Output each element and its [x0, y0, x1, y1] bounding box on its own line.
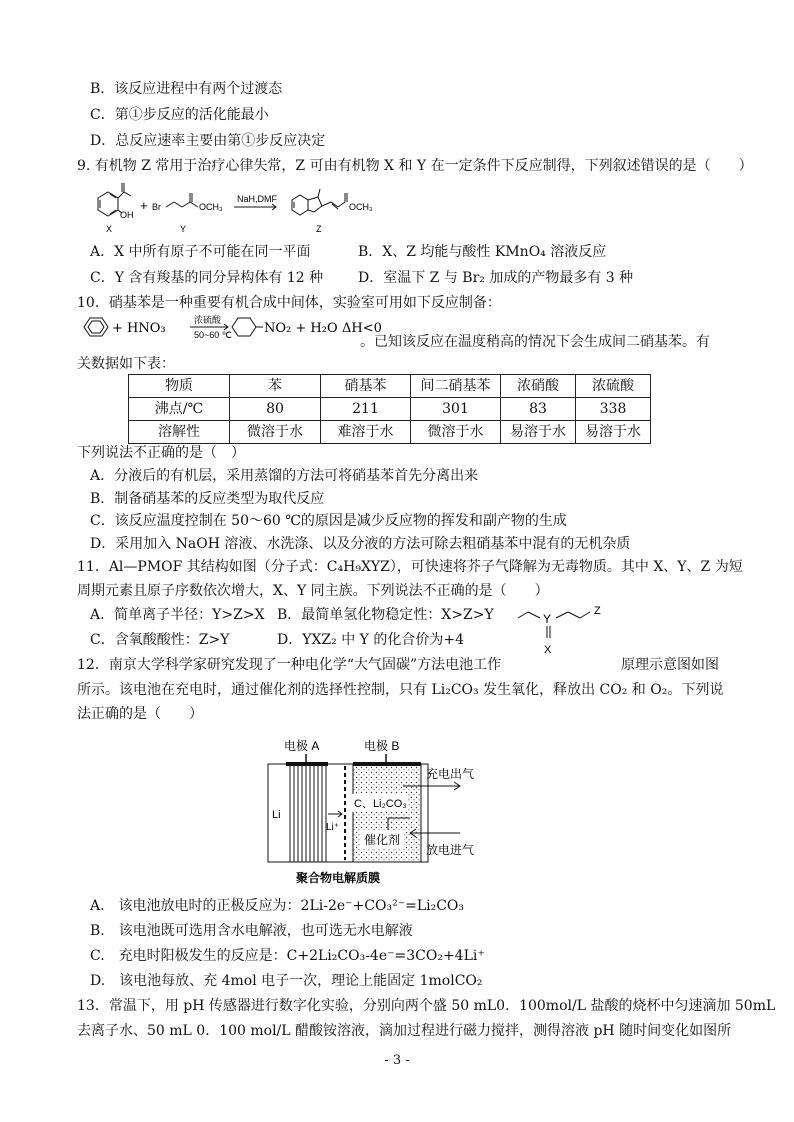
q12-stem-line1b: 原理示意图如图 — [621, 657, 719, 673]
table-cell: 沸点/℃ — [129, 398, 230, 421]
table-cell: 微溶于水 — [411, 421, 501, 444]
label-y: Y — [180, 224, 187, 234]
table-header: 苯 — [230, 375, 321, 398]
charge-out-label: 充电出气 — [426, 767, 475, 781]
table-cell: 易溶于水 — [501, 421, 576, 444]
q12-stem-line3: 法正确的是（ ） — [77, 706, 203, 722]
q9-option-c: C．Y 含有羧基的同分异构体有 12 种 — [90, 270, 324, 286]
q10-option-c: C．该反应温度控制在 50～60 ℃的原因是减少反应物的挥发和副产物的生成 — [90, 513, 567, 529]
q13-line1: 13．常温下，用 pH 传感器进行数字化实验，分别向两个盛 50 mL0．100mol/L 盐酸的烧杯中匀速滴加 50mL — [77, 998, 776, 1014]
table-cell: 易溶于水 — [576, 421, 651, 444]
z-och3: OCH₃ — [349, 202, 373, 212]
q11-option-c: C．含氧酸酸性：Z>Y — [90, 632, 230, 648]
q8-option-c: C．第①步反应的活化能最小 — [90, 107, 269, 123]
q9-option-b: B．X、Z 均能与酸性 KMnO₄ 溶液反应 — [358, 244, 607, 260]
q12-stem-line1: 12．南京大学科学家研究发现了一种电化学“大气固碳”方法电池工作 — [77, 657, 502, 673]
table-header: 浓硝酸 — [501, 375, 576, 398]
page-number: - 3 - — [384, 1053, 410, 1068]
table-cell: 338 — [576, 398, 651, 421]
atom-x: X — [544, 644, 552, 656]
eq-right: NO₂ + H₂O — [264, 321, 338, 336]
table-header: 硝基苯 — [321, 375, 411, 398]
table-cell: 83 — [501, 398, 576, 421]
plus-sign: + — [140, 198, 148, 213]
q10-option-d: D．采用加入 NaOH 溶液、水洗涤、以及分液的方法可除去粗硝基苯中混有的无机杂质 — [90, 536, 631, 552]
q10-stem: 10．硝基苯是一种重要有机合成中间体，实验室可用如下反应制备： — [77, 295, 501, 311]
c-li2co3-label: C、Li₂CO₃ — [354, 798, 407, 810]
q10-equation — [80, 314, 382, 340]
q9-stem: 9. 有机物 Z 常用于治疗心律失常，Z 可由有机物 X 和 Y 在一定条件下反应制得，下列叙述错误的是（ ） — [77, 158, 753, 174]
label-x: X — [106, 224, 113, 234]
table-row — [129, 398, 651, 421]
q13-line2: 去离子水、50 mL 0．100 mol/L 醋酸铵溶液，滴加过程进行磁力搅拌，测得溶液 pH 随时间变化如图所 — [77, 1023, 732, 1039]
q10-question: 下列说法不正确的是（ ） — [77, 445, 245, 461]
membrane-label: 聚合物电解质膜 — [296, 871, 381, 885]
table-header: 物质 — [129, 375, 230, 398]
q9-option-a: A．X 中所有原子不可能在同一平面 — [90, 244, 311, 260]
q11-option-b: B．最简单氢化物稳定性：X>Z>Y — [277, 607, 494, 623]
eq-cond-bottom: 50~60 ℃ — [194, 330, 232, 340]
q12-option-a: A. 该电池放电时的正极反应为：2Li-2e⁻+CO₃²⁻=Li₂CO₃ — [90, 898, 465, 914]
atom-z: Z — [594, 605, 601, 617]
q9-option-d: D．室温下 Z 与 Br₂ 加成的产物最多有 3 种 — [358, 270, 634, 286]
q11-stem-line1: 11．Al—PMOF 其结构如图（分子式：C₄H₉XYZ），可快速将芥子气降解为无毒物质。其中 X、Y、Z 为短 — [77, 559, 743, 575]
q10-data-table — [128, 374, 651, 444]
q12-battery-diagram — [260, 736, 520, 888]
table-header: 间二硝基苯 — [411, 375, 501, 398]
atom-y: Y — [543, 612, 552, 626]
table-cell: 211 — [321, 398, 411, 421]
table-header: 浓硫酸 — [576, 375, 651, 398]
q8-option-b: B．该反应进程中有两个过渡态 — [90, 81, 283, 97]
q10-stem-cont2: 关数据如下表： — [77, 356, 175, 372]
table-cell: 微溶于水 — [230, 421, 321, 444]
eq-dh: ΔH<0 — [342, 321, 382, 336]
table-row — [129, 421, 651, 444]
q11-option-a: A．简单离子半径：Y>Z>X — [90, 607, 265, 623]
q12-option-c: C. 充电时阳极发生的反应是：C+2Li₂CO₃-4e⁻=3CO₂+4Li⁺ — [90, 948, 485, 964]
label-z: Z — [316, 224, 322, 234]
q12-option-b: B. 该电池既可选用含水电解液，也可选无水电解液 — [90, 923, 413, 939]
q11-option-d: D．YXZ₂ 中 Y 的化合价为+4 — [277, 632, 465, 648]
q12-option-d: D. 该电池每放、充 4mol 电子一次，理论上能固定 1molCO₂ — [90, 973, 483, 989]
x-oh: OH — [120, 210, 134, 220]
electrode-a-label: 电极 A — [284, 739, 320, 753]
table-cell: 301 — [411, 398, 501, 421]
q11-stem-line2: 周期元素且原子序数依次增大，X、Y 同主族。下列说法不正确的是（ ） — [77, 583, 549, 599]
electrode-b-label: 电极 B — [364, 739, 400, 753]
q12-stem-line2: 所示。该电池在充电时，通过催化剂的选择性控制，只有 Li₂CO₃ 发生氧化，释放出 CO₂ 和 O₂。下列说 — [77, 682, 724, 698]
br-label: Br — [152, 202, 161, 212]
discharge-in-label: 放电进气 — [426, 843, 475, 857]
q10-stem-cont: 。已知该反应在温度稍高的情况下会生成间二硝基苯。有 — [360, 334, 710, 350]
li-ion-label: Li⁺ — [326, 822, 340, 833]
q10-option-a: A．分液后的有机层，采用蒸馏的方法可将硝基苯首先分离出来 — [90, 468, 479, 484]
li-label: Li — [272, 809, 281, 821]
q9-reaction-scheme — [84, 180, 414, 238]
y-och3: OCH₃ — [199, 202, 223, 212]
table-cell: 80 — [230, 398, 321, 421]
table-row — [129, 375, 651, 398]
catalyst-label: 催化剂 — [364, 833, 401, 847]
q11-structure — [514, 600, 614, 660]
reagent-label: NaH,DMF — [237, 194, 277, 204]
eq-left: + HNO₃ — [112, 321, 166, 336]
table-cell: 难溶于水 — [321, 421, 411, 444]
eq-cond-top: 浓硫酸 — [194, 315, 222, 325]
q10-option-b: B．制备硝基苯的反应类型为取代反应 — [90, 491, 325, 507]
q8-option-d: D．总反应速率主要由第①步反应决定 — [90, 133, 326, 149]
table-cell: 溶解性 — [129, 421, 230, 444]
